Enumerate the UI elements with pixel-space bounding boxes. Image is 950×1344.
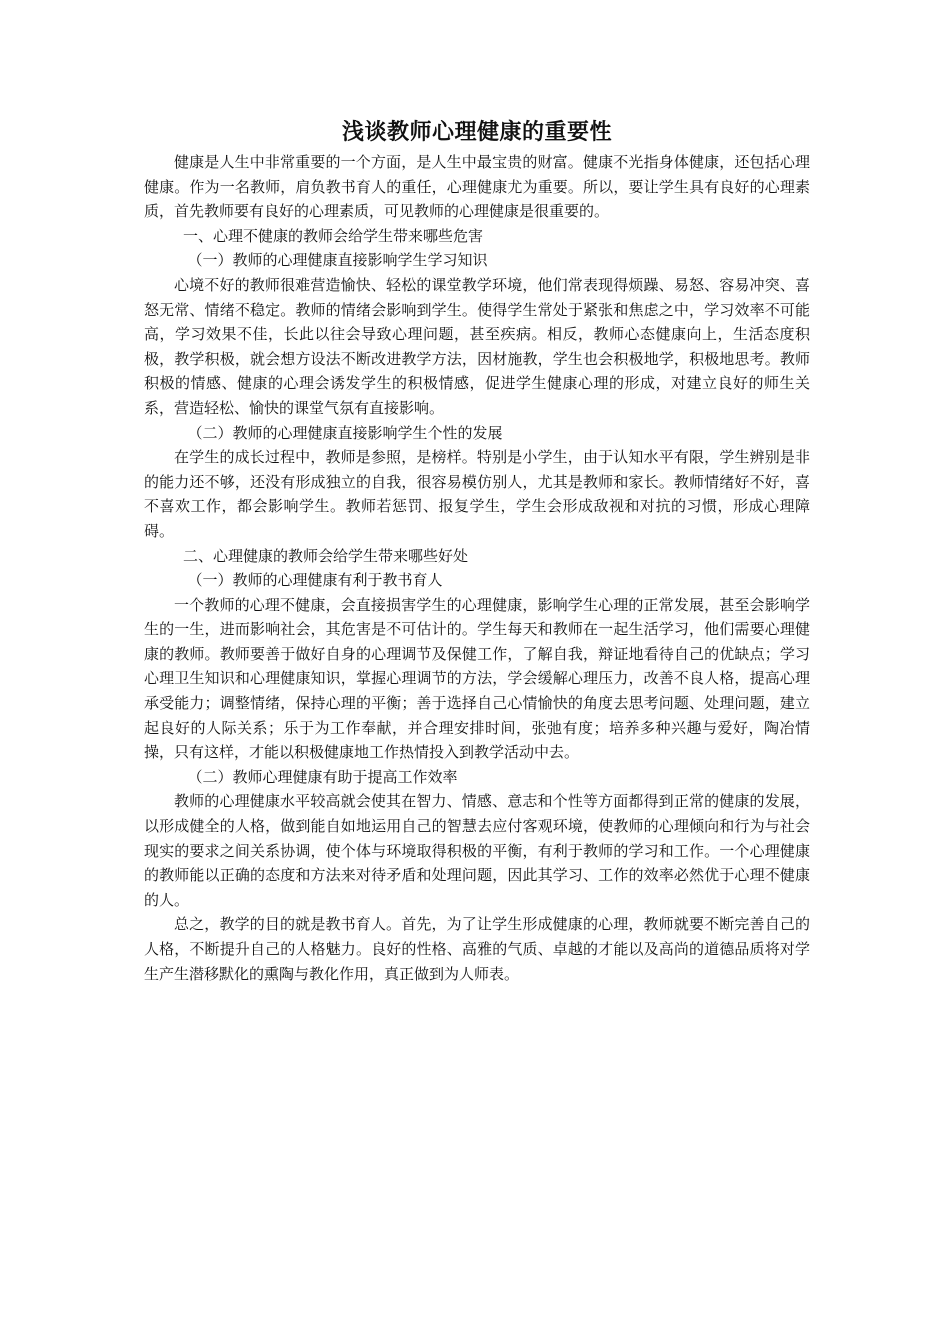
section-1-2-heading: （二）教师的心理健康直接影响学生个性的发展: [187, 423, 503, 442]
section-1-2-paragraph: 在学生的成长过程中，教师是参照，是榜样。特别是小学生，由于认知水平有限，学生辨别是非的能力还不够，还没有形成独立的自我，很容易模仿别人，尤其是教师和家长。教师情绪好不好，喜不喜欢工作，都会影响学生。教师若惩罚、报复学生，学生会形成敌视和对抗的习惯，形成心理障碍。: [144, 448, 810, 540]
section-2-2-paragraph: 教师的心理健康水平较高就会使其在智力、情感、意志和个性等方面都得到正常的健康的发展，以形成健全的人格，做到能自如地运用自己的智慧去应付客观环境，使教师的心理倾向和行为与社会现实的要求之间关系协调，使个体与环境取得积极的平衡，有利于教师的学习和工作。一个心理健康的教师能以正确的态度和方法来对待矛盾和处理问题，因此其学习、工作的效率必然优于心理不健康的人。: [144, 792, 810, 909]
section-2-heading: 二、心理健康的教师会给学生带来哪些好处: [183, 546, 469, 565]
section-1-heading: 一、心理不健康的教师会给学生带来哪些危害: [183, 226, 484, 245]
section-2-1-heading: （一）教师的心理健康有利于教书育人: [187, 571, 443, 590]
document-title: 浅谈教师心理健康的重要性: [341, 120, 612, 145]
section-1-1-paragraph: 心境不好的教师很难营造愉快、轻松的课堂教学环境，他们常表现得烦躁、易怒、容易冲突、喜怒无常、情绪不稳定。教师的情绪会影响到学生。使得学生常处于紧张和焦虑之中，学习效率不可能高，学习效果不佳，长此以往会导致心理问题，甚至疾病。相反，教师心态健康向上，生活态度积极，教学积极，就会想方设法不断改进教学方法，因材施教，学生也会积极地学，积极地思考。教师积极的情感、健康的心理会诱发学生的积极情感，促进学生健康心理的形成，对建立良好的师生关系，营造轻松、愉快的课堂气氛有直接影响。: [144, 275, 810, 417]
document-page: [144, 118, 810, 986]
conclusion-paragraph: 总之，教学的目的就是教书育人。首先，为了让学生形成健康的心理，教师就要不断完善自己的人格，不断提升自己的人格魅力。良好的性格、高雅的气质、卓越的才能以及高尚的道德品质将对学生产生潜移默化的熏陶与教化作用，真正做到为人师表。: [144, 915, 810, 983]
intro-paragraph: 健康是人生中非常重要的一个方面，是人生中最宝贵的财富。健康不光指身体健康，还包括心理健康。作为一名教师，肩负教书育人的重任，心理健康尤为重要。所以，要让学生具有良好的心理素质，首先教师要有良好的心理素质，可见教师的心理健康是很重要的。: [144, 153, 810, 221]
section-2-2-heading: （二）教师心理健康有助于提高工作效率: [187, 767, 458, 786]
section-1-1-heading: （一）教师的心理健康直接影响学生学习知识: [187, 251, 488, 270]
section-2-1-paragraph: 一个教师的心理不健康，会直接损害学生的心理健康，影响学生心理的正常发展，甚至会影响学生的一生，进而影响社会，其危害是不可估计的。学生每天和教师在一起生活学习，他们需要心理健康的教师。教师要善于做好自身的心理调节及保健工作，了解自我，辩证地看待自己的优缺点；学习心理卫生知识和心理健康知识，掌握心理调节的方法，学会缓解心理压力，改善不良人格，提高心理承受能力；调整情绪，保持心理的平衡；善于选择自己心情愉快的角度去思考问题、处理问题，建立起良好的人际关系；乐于为工作奉献，并合理安排时间，张弛有度；培养多种兴趣与爱好，陶冶情操，只有这样，才能以积极健康地工作热情投入到教学活动中去。: [144, 595, 810, 762]
